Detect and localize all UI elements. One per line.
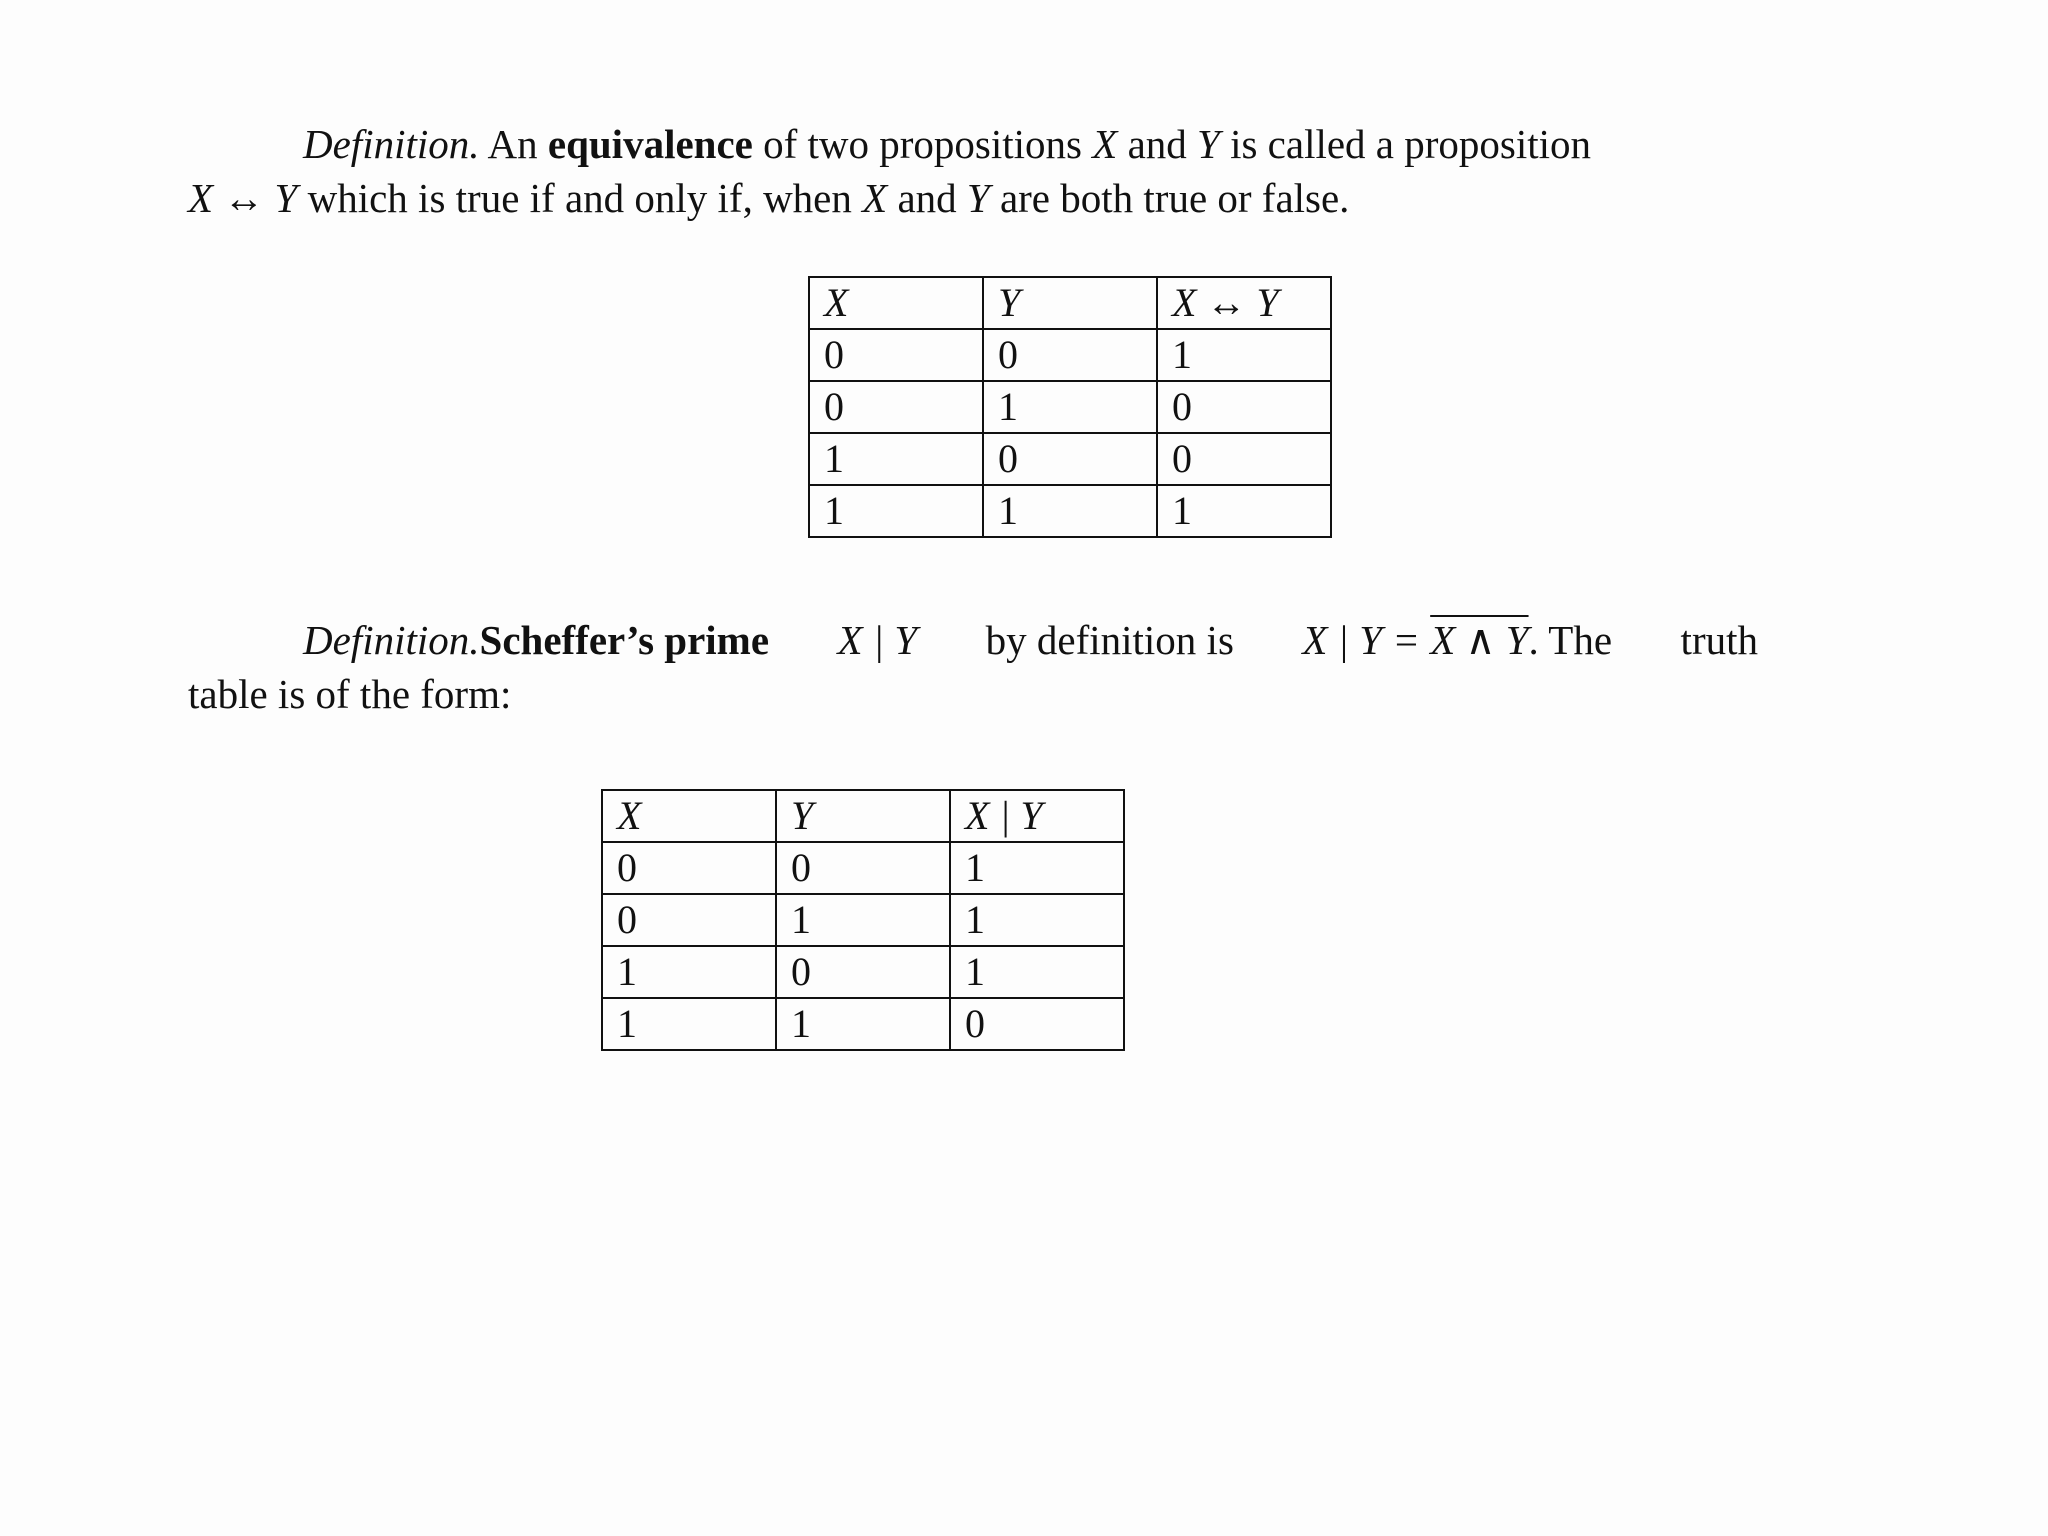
table-row: [809, 381, 1331, 433]
table-row: [809, 329, 1331, 381]
table-cell: 1: [602, 998, 776, 1050]
table-header-cell: X: [602, 790, 776, 842]
table-cell: 0: [809, 381, 983, 433]
text: . The: [1528, 617, 1613, 663]
expression-lhs: X | Y =: [1302, 617, 1420, 663]
table-header-cell: X | Y: [950, 790, 1124, 842]
table-header-row: [602, 790, 1124, 842]
table-cell: 0: [983, 329, 1157, 381]
definition-scheffer-line-1: [188, 613, 1758, 667]
text: by definition is: [985, 617, 1234, 663]
definition-head: [303, 613, 769, 667]
text: truth: [1680, 617, 1758, 663]
table-cell: 1: [950, 894, 1124, 946]
table-cell: 1: [776, 998, 950, 1050]
table-cell: 1: [950, 946, 1124, 998]
text: are both true or false.: [989, 175, 1350, 221]
table-cell: 0: [1157, 433, 1331, 485]
variable-y: Y: [966, 175, 990, 221]
text: is called a proposition: [1219, 121, 1592, 167]
text: of two propositions: [752, 121, 1093, 167]
table-row: [809, 433, 1331, 485]
table-cell: 0: [983, 433, 1157, 485]
text: and: [1117, 121, 1198, 167]
table-row: [809, 485, 1331, 537]
expression-rhs-negated: X ∧ Y: [1430, 617, 1529, 663]
table-row: [602, 946, 1124, 998]
table-cell: 1: [983, 381, 1157, 433]
expression-scheffer-definition: [1302, 613, 1612, 667]
table-cell: 1: [1157, 329, 1331, 381]
table-header-cell: X ↔ Y: [1157, 277, 1331, 329]
definition-equivalence-line-2: [188, 171, 1758, 225]
truth-table-scheffer: [601, 789, 1125, 1051]
table-row: [602, 998, 1124, 1050]
definition-equivalence-line-1: [188, 117, 1758, 171]
table-cell: 1: [809, 485, 983, 537]
text: which is true if and only if, when: [297, 175, 863, 221]
table-cell: 1: [983, 485, 1157, 537]
variable-x: X: [1092, 121, 1118, 167]
table-cell: 0: [776, 842, 950, 894]
table-cell: 1: [809, 433, 983, 485]
table-header-cell: X: [809, 277, 983, 329]
definition-scheffer: [188, 613, 1758, 721]
table-cell: 0: [1157, 381, 1331, 433]
text: and: [887, 175, 967, 221]
expression-equivalence: X ↔ Y: [188, 175, 298, 221]
table-cell: 0: [776, 946, 950, 998]
term-equivalence: equivalence: [547, 121, 753, 167]
table-header-cell: Y: [776, 790, 950, 842]
variable-y: Y: [1197, 121, 1220, 167]
table-cell: 1: [776, 894, 950, 946]
definition-equivalence: [188, 117, 1758, 225]
variable-x: X: [862, 175, 888, 221]
table-header-cell: Y: [983, 277, 1157, 329]
definition-label: Definition.: [303, 121, 480, 167]
table-cell: 0: [602, 842, 776, 894]
table-header-row: [809, 277, 1331, 329]
table-cell: 0: [950, 998, 1124, 1050]
table-cell: 1: [950, 842, 1124, 894]
term-scheffer-prime: Scheffer’s prime: [479, 617, 770, 663]
definition-scheffer-line-2: table is of the form:: [188, 671, 512, 717]
table-cell: 0: [809, 329, 983, 381]
expression-scheffer: X | Y: [837, 617, 918, 663]
table-row: [602, 894, 1124, 946]
table-row: [602, 842, 1124, 894]
table-cell: 0: [602, 894, 776, 946]
table-cell: 1: [602, 946, 776, 998]
truth-table-equivalence: [808, 276, 1332, 538]
text: An: [479, 121, 548, 167]
table-cell: 1: [1157, 485, 1331, 537]
definition-label: Definition.: [303, 617, 480, 663]
